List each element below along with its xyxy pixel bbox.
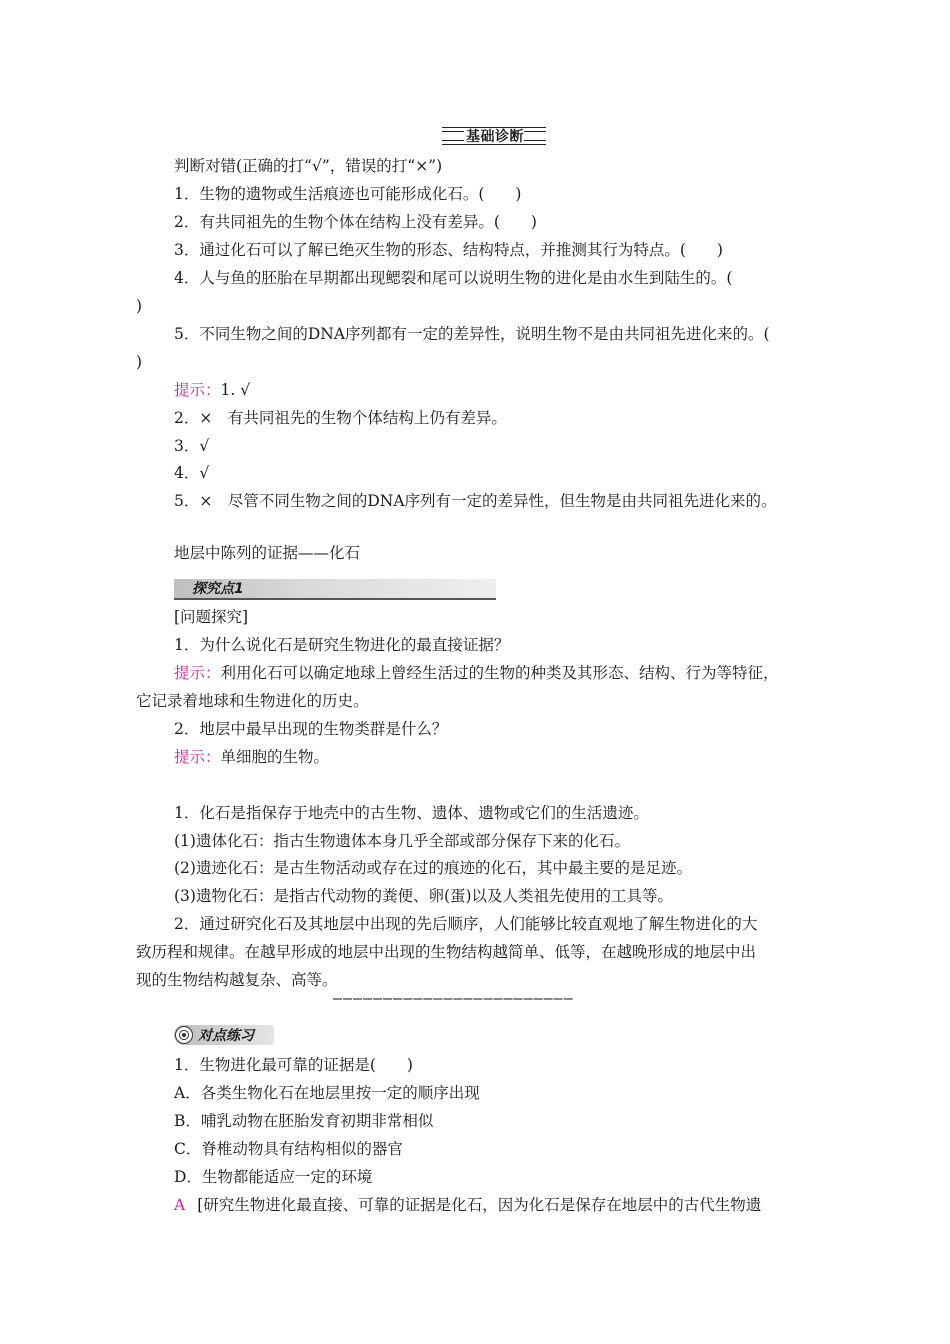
judge-q2: 2．有共同祖先的生物个体在结构上没有差异。( ) bbox=[174, 213, 537, 231]
banner-title: 基础诊断 bbox=[466, 129, 524, 145]
hint-label: 提示： bbox=[174, 748, 221, 766]
summary-p2a: 2．通过研究化石及其地层中出现的先后顺序，人们能够比较直观地了解生物进化的大 bbox=[174, 915, 758, 933]
summary-p1b: (2)遗迹化石：是古生物活动或存在过的痕迹的化石，其中最主要的是足迹。 bbox=[174, 859, 692, 877]
answer-5: 5．× 尽管不同生物之间的DNA序列有一定的差异性，但生物是由共同祖先进化来的。 bbox=[174, 492, 777, 510]
section-banner bbox=[442, 127, 546, 145]
answer-2: 2．× 有共同祖先的生物个体结构上仍有差异。 bbox=[174, 409, 507, 427]
practice-tag-label: 对点练习 bbox=[198, 1028, 254, 1044]
explore-hint2-text: 单细胞的生物。 bbox=[220, 748, 330, 766]
practice-tag bbox=[174, 1025, 274, 1045]
answer-letter: A bbox=[174, 1196, 186, 1214]
summary-p2c: 现的生物结构越复杂、高等。 bbox=[136, 971, 338, 989]
divider-dashes: ———————————————————————— bbox=[333, 989, 574, 1007]
explore-hint1-cont: 它记录着地球和生物进化的历史。 bbox=[136, 692, 369, 710]
practice-answer bbox=[174, 1194, 761, 1216]
summary-p2b: 致历程和规律。在越早形成的地层中出现的生物结构越简单、低等，在越晚形成的地层中出 bbox=[136, 943, 757, 961]
answer-text: [研究生物进化最直接、可靠的证据是化石，因为化石是保存在地层中的古代生物遗 bbox=[197, 1196, 762, 1214]
judge-q3: 3．通过化石可以了解已绝灭生物的形态、结构特点，并推测其行为特点。( ) bbox=[174, 241, 723, 259]
judge-q5-close: ) bbox=[136, 353, 143, 371]
target-icon bbox=[175, 1026, 193, 1044]
explore-hint2 bbox=[174, 746, 329, 768]
practice-option-c: C．脊椎动物具有结构相似的器官 bbox=[174, 1140, 403, 1158]
summary-p1c: (3)遗物化石：是指古代动物的粪便、卵(蛋)以及人类祖先使用的工具等。 bbox=[174, 887, 674, 905]
explore-hint1 bbox=[174, 662, 779, 684]
practice-option-a: A．各类生物化石在地层里按一定的顺序出现 bbox=[174, 1084, 480, 1102]
practice-option-d: D．生物都能适应一定的环境 bbox=[174, 1168, 373, 1186]
answer-1-text: 1. √ bbox=[220, 381, 251, 399]
explore-tag bbox=[174, 579, 496, 600]
explore-tag-label: 探究点1 bbox=[192, 581, 244, 597]
section-title: 地层中陈列的证据——化石 bbox=[174, 544, 361, 562]
explore-q2: 2．地层中最早出现的生物类群是什么？ bbox=[174, 720, 448, 738]
hint-label: 提示： bbox=[174, 381, 221, 399]
practice-option-b: B．哺乳动物在胚胎发育初期非常相似 bbox=[174, 1112, 434, 1130]
judge-q4: 4．人与鱼的胚胎在早期都出现鳃裂和尾可以说明生物的进化是由水生到陆生的。( bbox=[174, 269, 733, 287]
hint-label: 提示： bbox=[174, 664, 221, 682]
judge-title: 判断对错(正确的打“√”，错误的打“×”) bbox=[174, 157, 443, 175]
judge-q4-close: ) bbox=[136, 297, 143, 315]
practice-question: 1．生物进化最可靠的证据是( ) bbox=[174, 1056, 413, 1074]
explore-q1: 1．为什么说化石是研究生物进化的最直接证据？ bbox=[174, 636, 510, 654]
answer-1 bbox=[174, 379, 250, 401]
summary-p1a: (1)遗体化石：指古生物遗体本身几乎全部或部分保存下来的化石。 bbox=[174, 832, 630, 850]
summary-p1: 1．化石是指保存于地壳中的古生物、遗体、遗物或它们的生活遗迹。 bbox=[174, 804, 649, 822]
answer-4: 4．√ bbox=[174, 464, 210, 482]
explore-hint1-text: 利用化石可以确定地球上曾经生活过的生物的种类及其形态、结构、行为等特征， bbox=[220, 664, 779, 682]
judge-q1: 1．生物的遗物或生活痕迹也可能形成化石。( ) bbox=[174, 185, 522, 203]
explore-head: [问题探究] bbox=[174, 608, 249, 626]
judge-q5: 5．不同生物之间的DNA序列都有一定的差异性，说明生物不是由共同祖先进化来的。( bbox=[174, 325, 770, 343]
answer-3: 3．√ bbox=[174, 437, 210, 455]
